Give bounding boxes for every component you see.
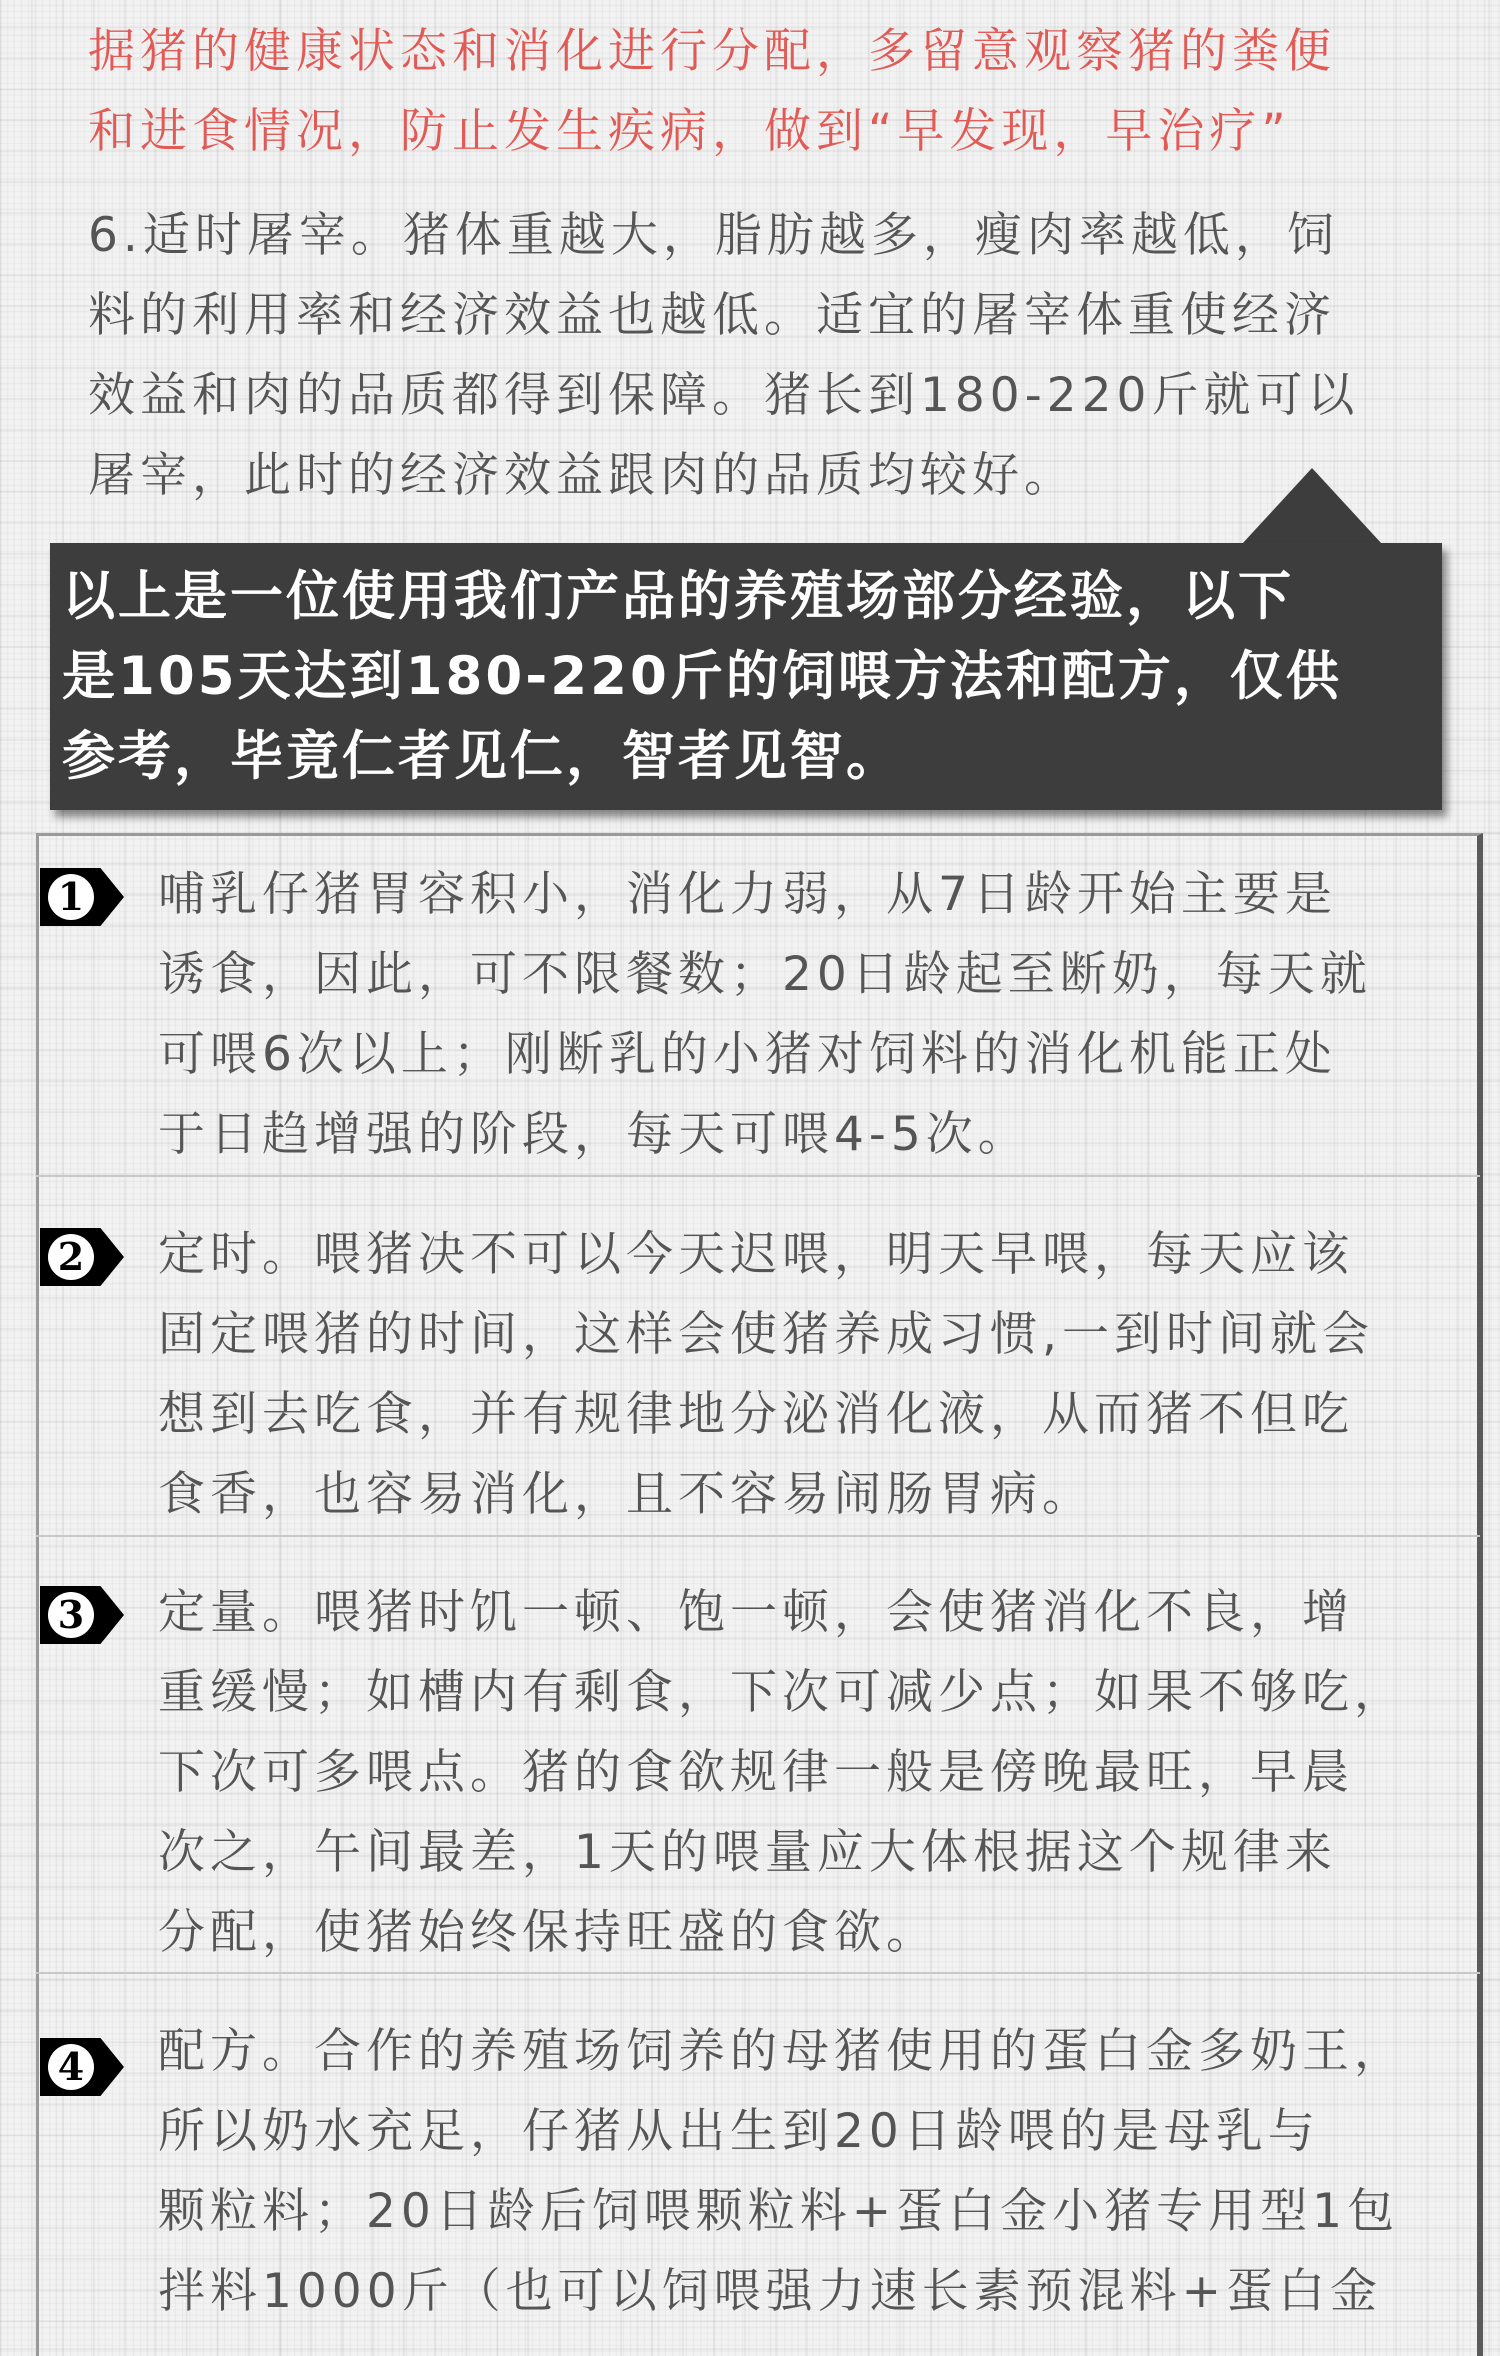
step-number-badge-1 — [40, 868, 124, 926]
step-line: 下次可多喂点。猪的食欲规律一般是傍晚最旺，早晨 — [158, 1745, 1354, 1800]
callout-box — [50, 543, 1442, 810]
step-line: 食香，也容易消化，且不容易闹肠胃病。 — [158, 1467, 1094, 1522]
step-divider — [36, 1535, 1480, 1537]
paragraph-line: 屠宰，此时的经济效益跟肉的品质均较好。 — [88, 448, 1076, 503]
step-number: 1 — [57, 874, 85, 919]
step-line: 可喂6次以上；刚断乳的小猪对饲料的消化机能正处 — [158, 1027, 1337, 1082]
step-line: 重缓慢；如槽内有剩食，下次可减少点；如果不够吃， — [158, 1665, 1406, 1720]
step-divider — [36, 1175, 1480, 1177]
step-line: 想到去吃食，并有规律地分泌消化液，从而猪不但吃 — [158, 1387, 1354, 1442]
top-note-line: 和进食情况，防止发生疾病，做到“早发现，早治疗” — [88, 104, 1291, 159]
step-line: 次之，午间最差，1天的喂量应大体根据这个规律来 — [158, 1825, 1337, 1880]
callout-pointer — [1242, 468, 1382, 544]
paragraph-line: 料的利用率和经济效益也越低。适宜的屠宰体重使经济 — [88, 288, 1336, 343]
step-number-badge-3 — [40, 1586, 124, 1644]
step-line: 颗粒料；20日龄后饲喂颗粒料+蛋白金小猪专用型1包 — [158, 2184, 1400, 2239]
step-line: 诱食，因此，可不限餐数；20日龄起至断奶，每天就 — [158, 947, 1372, 1002]
step-line: 定时。喂猪决不可以今天迟喂，明天早喂，每天应该 — [158, 1227, 1354, 1282]
step-number: 4 — [57, 2044, 85, 2089]
step-number: 2 — [57, 1234, 85, 1279]
callout-line: 参考，毕竟仁者见仁，智者见智。 — [62, 726, 902, 787]
step-number-badge-2 — [40, 1228, 124, 1286]
paragraph-line: 6.适时屠宰。猪体重越大，脂肪越多，瘦肉率越低，饲 — [88, 208, 1339, 263]
step-line: 分配，使猪始终保持旺盛的食欲。 — [158, 1905, 938, 1960]
step-line: 哺乳仔猪胃容积小，消化力弱，从7日龄开始主要是 — [158, 867, 1337, 922]
step-line: 定量。喂猪时饥一顿、饱一顿，会使猪消化不良，增 — [158, 1585, 1354, 1640]
step-line: 拌料1000斤（也可以饲喂强力速长素预混料+蛋白金 — [158, 2264, 1382, 2319]
paragraph-line: 效益和肉的品质都得到保障。猪长到180-220斤就可以 — [88, 368, 1360, 423]
callout-line: 是105天达到180-220斤的饲喂方法和配方，仅供 — [62, 646, 1342, 707]
step-number-badge-4 — [40, 2038, 124, 2096]
step-number: 3 — [57, 1592, 85, 1637]
step-line: 所以奶水充足，仔猪从出生到20日龄喂的是母乳与 — [158, 2104, 1320, 2159]
step-line: 固定喂猪的时间，这样会使猪养成习惯,一到时间就会 — [158, 1307, 1374, 1362]
top-note-line: 据猪的健康状态和消化进行分配，多留意观察猪的粪便 — [88, 24, 1336, 79]
step-line: 于日趋增强的阶段，每天可喂4-5次。 — [158, 1107, 1030, 1162]
step-line: 配方。合作的养殖场饲养的母猪使用的蛋白金多奶王， — [158, 2024, 1406, 2079]
callout-line: 以上是一位使用我们产品的养殖场部分经验，以下 — [62, 566, 1294, 627]
